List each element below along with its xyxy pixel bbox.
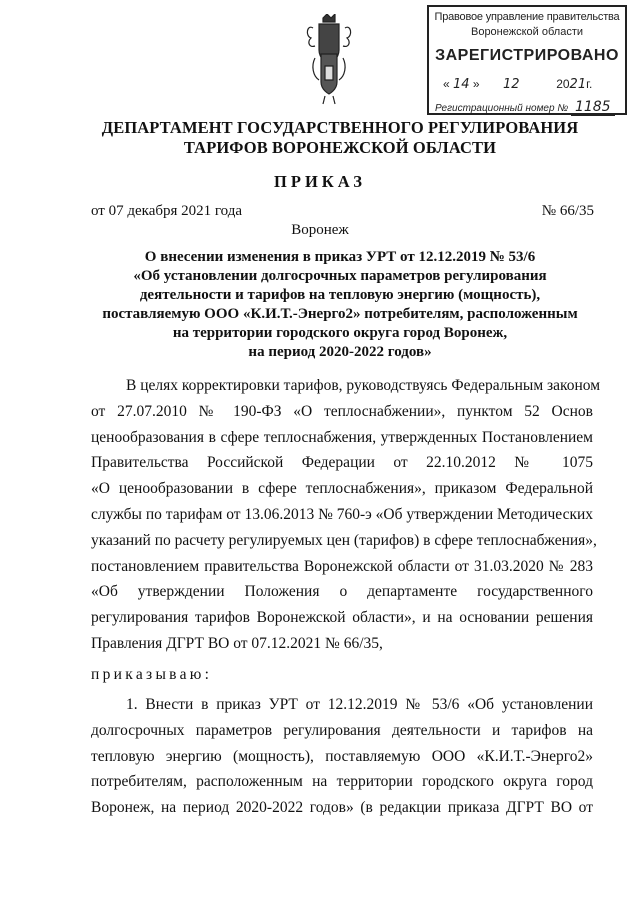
registration-stamp: [427, 5, 627, 115]
item-line: долгосрочных параметров регулирования деятельности и тарифов на: [91, 721, 593, 739]
document-date: от 07 декабря 2021 года: [91, 203, 243, 219]
preamble-line: службы по тарифам от 13.06.2013 № 760-э «Об утверждении Методических: [91, 505, 594, 523]
preamble-line: «О ценообразовании в сфере теплоснабжения», приказом Федеральной: [91, 480, 593, 498]
preamble-line: ценообразования в сфере теплоснабжения, утвержденных Постановлением: [91, 428, 593, 446]
order-word: приказываю:: [91, 666, 213, 683]
preamble-line: «Об утверждении Положения о департаменте государственного: [91, 583, 593, 601]
subject-line: на период 2020-2022 годов»: [248, 344, 432, 360]
item-line: Воронеж, на период 2020-2022 годов» (в редакции приказа ДГРТ ВО от: [91, 799, 593, 817]
stamp-regnum-label: Регистрационный номер №: [435, 103, 569, 114]
document-city: Воронеж: [291, 222, 349, 238]
stamp-authority-line1: Правовое управление правительства: [434, 11, 620, 23]
document-type: ПРИКАЗ: [274, 172, 366, 191]
item-line: 1. Внести в приказ УРТ от 12.12.2019 № 53/6 «Об установлении: [126, 696, 593, 713]
subject-line: О внесении изменения в приказ УРТ от 12.12.2019 № 53/6: [144, 249, 536, 265]
preamble-line: регулирования тарифов Воронежской области», и на основании решения: [91, 609, 593, 627]
preamble-line: Правительства Российской Федерации от 22.10.2012 № 1075: [91, 454, 593, 472]
order-item-1: [91, 692, 593, 821]
stamp-date-close-quote: »: [472, 77, 480, 91]
stamp-date-day: 14: [453, 77, 470, 92]
preamble-line: Правления ДГРТ ВО от 07.12.2021 № 66/35,: [91, 634, 383, 652]
stamp-regnum-value: 1185: [571, 99, 615, 116]
document-number: № 66/35: [541, 203, 594, 219]
subject-line: на территории городского округа город Воронеж,: [172, 325, 508, 341]
preamble-line: указаний по расчету регулируемых цен (тарифов) в сфере теплоснабжения»,: [91, 531, 597, 549]
stamp-authority-line2: Воронежской области: [470, 26, 583, 38]
subject-line: деятельности и тарифов на тепловую энергию (мощность),: [139, 287, 541, 303]
document-subject: [80, 248, 600, 362]
preamble-paragraph: [91, 373, 601, 657]
stamp-date: [443, 77, 592, 92]
preamble-line: от 27.07.2010 № 190-ФЗ «О теплоснабжении», пунктом 52 Основ: [91, 402, 593, 420]
stamp-registered-label: ЗАРЕГИСТРИРОВАНО: [435, 47, 619, 64]
stamp-date-open-quote: «: [443, 77, 450, 91]
stamp-date-year-prefix: 20: [556, 77, 570, 91]
item-line: тепловую энергию (мощность), поставляемую ООО «К.И.Т.-Энерго2»: [91, 747, 593, 765]
stamp-regnum: [435, 99, 615, 115]
stamp-date-year: 21: [569, 77, 587, 92]
stamp-date-month: 12: [502, 77, 520, 92]
preamble-line: постановлением правительства Воронежской области от 31.03.2020 № 283: [91, 557, 593, 575]
subject-line: поставляемую ООО «К.И.Т.-Энерго2» потребителям, расположенным: [102, 306, 578, 322]
item-line: потребителям, расположенным на территории городского округа город: [91, 773, 593, 791]
preamble-line: В целях корректировки тарифов, руководствуясь Федеральным законом: [126, 377, 601, 394]
subject-line: «Об установлении долгосрочных параметров регулирования: [133, 268, 547, 284]
department-title: ДЕПАРТАМЕНТ ГОСУДАРСТВЕННОГО РЕГУЛИРОВАНИЯ ТАРИФОВ ВОРОНЕЖСКОЙ ОБЛАСТИ: [101, 118, 579, 157]
stamp-date-suffix: г.: [586, 77, 593, 91]
coat-of-arms-icon: [305, 14, 353, 106]
